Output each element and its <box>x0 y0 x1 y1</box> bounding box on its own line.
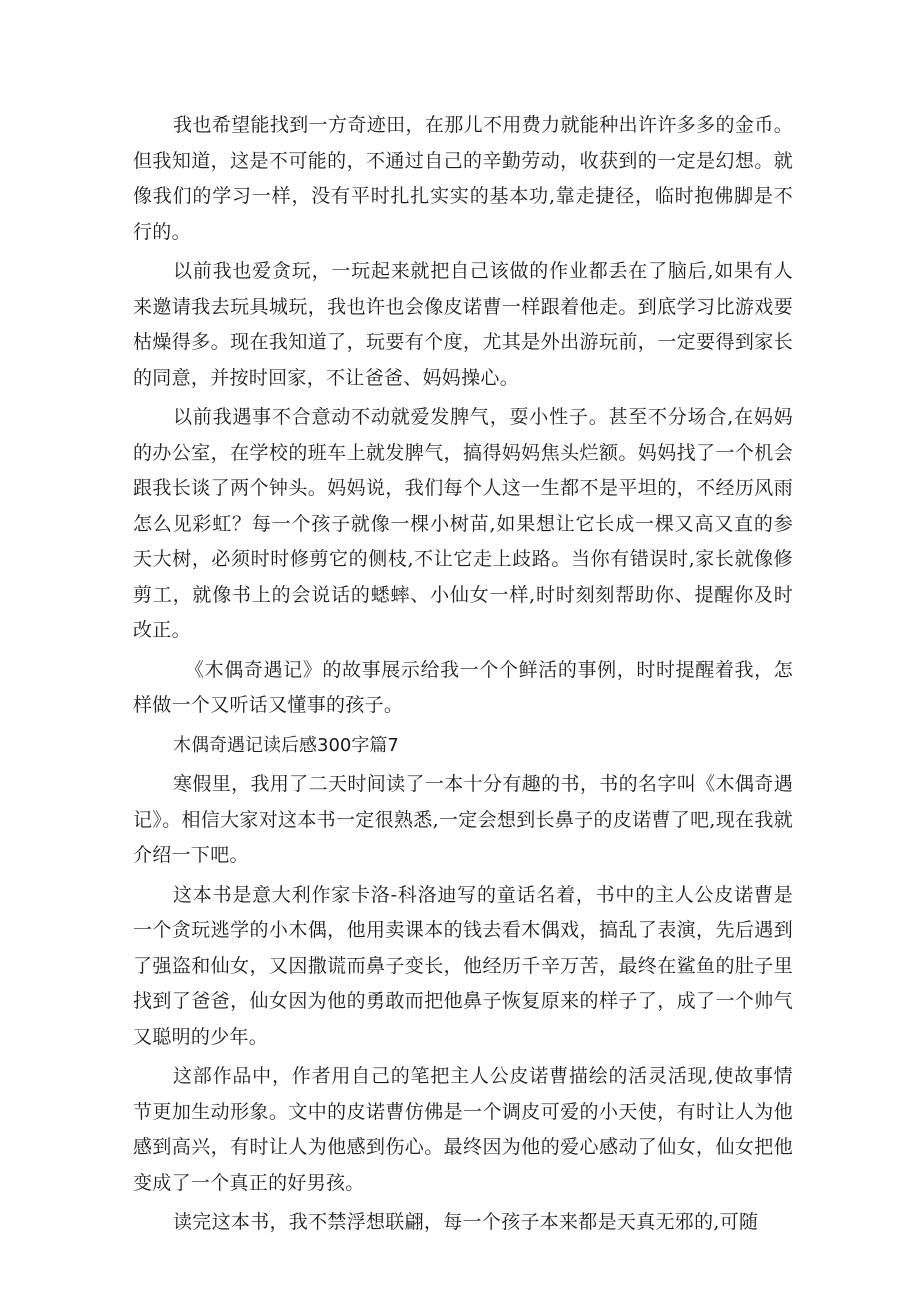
paragraph-reflection: 读完这本书，我不禁浮想联翩，每一个孩子本来都是天真无邪的,可随 <box>173 1211 759 1233</box>
section-heading: 木偶奇遇记读后感300字篇7 <box>173 734 399 756</box>
paragraph-playing: 以前我也爱贪玩，一玩起来就把自己该做的作业都丢在了脑后,如果有人来邀请我去玩具城玩，我也许也会像皮诺曹一样跟着他走。到底学习比游戏要枯燥得多。现在我知道了，玩要有个度，尤其是外出游玩前，一定要得到家长的同意，并按时回家，不让爸爸、妈妈操心。 <box>133 260 793 389</box>
paragraph-miracle-field: 我也希望能找到一方奇迹田，在那儿不用费力就能种出许许多多的金币。但我知道，这是不可能的，不通过自己的辛勤劳动，收获到的一定是幻想。就像我们的学习一样，没有平时扎扎实实的基本功,靠走捷径，临时抱佛脚是不行的。 <box>133 114 793 243</box>
paragraph-character: 这部作品中，作者用自己的笔把主人公皮诺曹描绘的活灵活现,使故事情节更加生动形象。文中的皮诺曹仿佛是一个调皮可爱的小天使，有时让人为他感到高兴，有时让人为他感到伤心。最终因为他的爱心感动了仙女，仙女把他变成了一个真正的好男孩。 <box>133 1065 793 1194</box>
paragraph-winter-break: 寒假里，我用了二天时间读了一本十分有趣的书，书的名字叫《木偶奇遇记》。相信大家对这本书一定很熟悉,一定会想到长鼻子的皮诺曹了吧,现在我就介绍一下吧。 <box>133 773 793 866</box>
paragraph-conclusion: 《木偶奇遇记》的故事展示给我一个个鲜活的事例，时时提醒着我，怎样做一个又听话又懂事的孩子。 <box>133 658 793 716</box>
document-body <box>133 108 793 1245</box>
paragraph-book-summary: 这本书是意大利作家卡洛-科洛迪写的童话名着，书中的主人公皮诺曹是一个贪玩逃学的小木偶，他用卖课本的钱去看木偶戏，搞乱了表演，先后遇到了强盗和仙女，又因撒谎而鼻子变长，他经历千辛万苦，最终在鲨鱼的肚子里找到了爸爸，仙女因为他的勇敢而把他鼻子恢复原来的样子了，成了一个帅气又聪明的少年。 <box>133 883 793 1048</box>
paragraph-temper: 以前我遇事不合意动不动就爱发脾气，耍小性子。甚至不分场合,在妈妈的办公室，在学校的班车上就发脾气，搞得妈妈焦头烂额。妈妈找了一个机会跟我长谈了两个钟头。妈妈说，我们每个人这一生都不是平坦的，不经历风雨怎么见彩虹？每一个孩子就像一棵小树苗,如果想让它长成一棵又高又直的参天大树，必须时时修剪它的侧枝,不让它走上歧路。当你有错误时,家长就像修剪工，就像书上的会说话的蟋蟀、小仙女一样,时时刻刻帮助你、提醒你及时改正。 <box>133 406 793 641</box>
